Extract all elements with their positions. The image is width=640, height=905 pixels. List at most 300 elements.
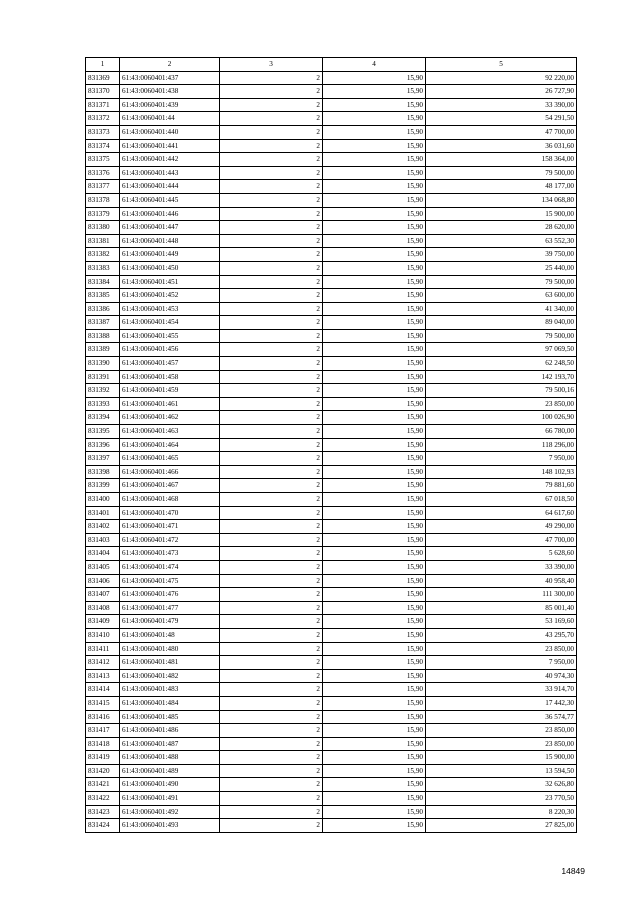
- cell-amount: 36 574,77: [426, 710, 577, 724]
- cell-cadastral-number: 61:43:0060401:437: [120, 71, 220, 85]
- cell-category: 2: [220, 819, 323, 833]
- cell-rate: 15,90: [323, 343, 426, 357]
- cell-category: 2: [220, 574, 323, 588]
- cell-amount: 48 177,00: [426, 180, 577, 194]
- cell-rate: 15,90: [323, 683, 426, 697]
- cell-record-number: 831404: [86, 547, 120, 561]
- cell-category: 2: [220, 207, 323, 221]
- table-row: [86, 302, 577, 316]
- table-row: [86, 425, 577, 439]
- cell-category: 2: [220, 316, 323, 330]
- cell-rate: 15,90: [323, 71, 426, 85]
- cell-rate: 15,90: [323, 180, 426, 194]
- cell-category: 2: [220, 329, 323, 343]
- cell-record-number: 831369: [86, 71, 120, 85]
- cell-category: 2: [220, 615, 323, 629]
- cell-amount: 33 914,70: [426, 683, 577, 697]
- cell-rate: 15,90: [323, 85, 426, 99]
- cell-cadastral-number: 61:43:0060401:447: [120, 221, 220, 235]
- cell-cadastral-number: 61:43:0060401:463: [120, 425, 220, 439]
- cell-cadastral-number: 61:43:0060401:440: [120, 125, 220, 139]
- cell-cadastral-number: 61:43:0060401:486: [120, 724, 220, 738]
- cell-record-number: 831371: [86, 98, 120, 112]
- cell-amount: 15 900,00: [426, 207, 577, 221]
- cell-category: 2: [220, 588, 323, 602]
- cell-cadastral-number: 61:43:0060401:471: [120, 520, 220, 534]
- table-row: [86, 601, 577, 615]
- cell-category: 2: [220, 370, 323, 384]
- cell-amount: 85 001,40: [426, 601, 577, 615]
- cell-category: 2: [220, 493, 323, 507]
- cell-amount: 63 600,00: [426, 289, 577, 303]
- cell-cadastral-number: 61:43:0060401:456: [120, 343, 220, 357]
- cell-record-number: 831392: [86, 384, 120, 398]
- table-row: [86, 411, 577, 425]
- cell-amount: 43 295,70: [426, 628, 577, 642]
- table-row: [86, 180, 577, 194]
- cell-category: 2: [220, 547, 323, 561]
- cell-category: 2: [220, 683, 323, 697]
- cell-amount: 79 881,60: [426, 479, 577, 493]
- cell-cadastral-number: 61:43:0060401:445: [120, 193, 220, 207]
- cell-cadastral-number: 61:43:0060401:474: [120, 560, 220, 574]
- cell-amount: 23 850,00: [426, 724, 577, 738]
- cell-cadastral-number: 61:43:0060401:457: [120, 357, 220, 371]
- cell-amount: 17 442,30: [426, 696, 577, 710]
- cell-category: 2: [220, 506, 323, 520]
- cell-category: 2: [220, 520, 323, 534]
- cell-record-number: 831418: [86, 737, 120, 751]
- cell-rate: 15,90: [323, 724, 426, 738]
- cell-cadastral-number: 61:43:0060401:482: [120, 669, 220, 683]
- cell-rate: 15,90: [323, 357, 426, 371]
- cell-category: 2: [220, 438, 323, 452]
- cell-rate: 15,90: [323, 316, 426, 330]
- cell-record-number: 831421: [86, 778, 120, 792]
- cell-rate: 15,90: [323, 764, 426, 778]
- cell-record-number: 831420: [86, 764, 120, 778]
- table-row: [86, 615, 577, 629]
- cell-record-number: 831382: [86, 248, 120, 262]
- cell-record-number: 831399: [86, 479, 120, 493]
- table-row: [86, 656, 577, 670]
- cell-cadastral-number: 61:43:0060401:465: [120, 452, 220, 466]
- table-row: [86, 560, 577, 574]
- cell-cadastral-number: 61:43:0060401:488: [120, 751, 220, 765]
- cell-cadastral-number: 61:43:0060401:448: [120, 234, 220, 248]
- cell-cadastral-number: 61:43:0060401:48: [120, 628, 220, 642]
- cell-amount: 23 850,00: [426, 737, 577, 751]
- cell-category: 2: [220, 778, 323, 792]
- table-row: [86, 520, 577, 534]
- cell-category: 2: [220, 656, 323, 670]
- cell-amount: 32 626,80: [426, 778, 577, 792]
- cell-amount: 36 031,60: [426, 139, 577, 153]
- cell-cadastral-number: 61:43:0060401:438: [120, 85, 220, 99]
- cell-rate: 15,90: [323, 751, 426, 765]
- cell-record-number: 831398: [86, 465, 120, 479]
- cell-category: 2: [220, 193, 323, 207]
- cell-cadastral-number: 61:43:0060401:485: [120, 710, 220, 724]
- cell-category: 2: [220, 221, 323, 235]
- cell-amount: 158 364,00: [426, 153, 577, 167]
- cell-cadastral-number: 61:43:0060401:490: [120, 778, 220, 792]
- cell-record-number: 831396: [86, 438, 120, 452]
- cell-record-number: 831411: [86, 642, 120, 656]
- table-row: [86, 479, 577, 493]
- cell-amount: 47 700,00: [426, 125, 577, 139]
- cell-category: 2: [220, 465, 323, 479]
- cell-rate: 15,90: [323, 221, 426, 235]
- cell-category: 2: [220, 411, 323, 425]
- cell-record-number: 831389: [86, 343, 120, 357]
- cell-record-number: 831422: [86, 792, 120, 806]
- cell-rate: 15,90: [323, 193, 426, 207]
- cell-amount: 134 068,80: [426, 193, 577, 207]
- table-row: [86, 343, 577, 357]
- cell-category: 2: [220, 533, 323, 547]
- cell-amount: 13 594,50: [426, 764, 577, 778]
- cell-record-number: 831407: [86, 588, 120, 602]
- cell-cadastral-number: 61:43:0060401:458: [120, 370, 220, 384]
- cell-rate: 15,90: [323, 479, 426, 493]
- table-row: [86, 764, 577, 778]
- cell-amount: 7 950,00: [426, 452, 577, 466]
- table-row: [86, 384, 577, 398]
- cell-amount: 79 500,00: [426, 275, 577, 289]
- cell-category: 2: [220, 724, 323, 738]
- column-header-2: 2: [120, 58, 220, 72]
- cell-category: 2: [220, 601, 323, 615]
- cell-rate: 15,90: [323, 493, 426, 507]
- cell-rate: 15,90: [323, 425, 426, 439]
- cell-amount: 26 727,90: [426, 85, 577, 99]
- cell-record-number: 831413: [86, 669, 120, 683]
- cell-rate: 15,90: [323, 533, 426, 547]
- cell-record-number: 831390: [86, 357, 120, 371]
- cell-rate: 15,90: [323, 411, 426, 425]
- cell-cadastral-number: 61:43:0060401:467: [120, 479, 220, 493]
- cell-amount: 54 291,50: [426, 112, 577, 126]
- cell-amount: 47 700,00: [426, 533, 577, 547]
- column-header-4: 4: [323, 58, 426, 72]
- table-header-row: [86, 58, 577, 72]
- cell-cadastral-number: 61:43:0060401:453: [120, 302, 220, 316]
- cell-record-number: 831387: [86, 316, 120, 330]
- cell-amount: 33 390,00: [426, 560, 577, 574]
- table-row: [86, 724, 577, 738]
- cell-rate: 15,90: [323, 261, 426, 275]
- cell-cadastral-number: 61:43:0060401:442: [120, 153, 220, 167]
- cell-category: 2: [220, 397, 323, 411]
- cell-rate: 15,90: [323, 166, 426, 180]
- cell-rate: 15,90: [323, 560, 426, 574]
- table-row: [86, 533, 577, 547]
- cell-rate: 15,90: [323, 547, 426, 561]
- cell-category: 2: [220, 764, 323, 778]
- cell-amount: 5 628,60: [426, 547, 577, 561]
- cell-amount: 28 620,00: [426, 221, 577, 235]
- table-row: [86, 628, 577, 642]
- cell-record-number: 831403: [86, 533, 120, 547]
- cell-category: 2: [220, 85, 323, 99]
- cell-rate: 15,90: [323, 248, 426, 262]
- cell-rate: 15,90: [323, 207, 426, 221]
- table-row: [86, 71, 577, 85]
- column-header-1: 1: [86, 58, 120, 72]
- cell-amount: 40 958,40: [426, 574, 577, 588]
- cell-rate: 15,90: [323, 452, 426, 466]
- table-row: [86, 397, 577, 411]
- cell-amount: 23 850,00: [426, 642, 577, 656]
- cell-record-number: 831374: [86, 139, 120, 153]
- cell-category: 2: [220, 180, 323, 194]
- cell-record-number: 831385: [86, 289, 120, 303]
- cell-rate: 15,90: [323, 656, 426, 670]
- cell-amount: 118 296,00: [426, 438, 577, 452]
- cell-record-number: 831393: [86, 397, 120, 411]
- cell-category: 2: [220, 751, 323, 765]
- cell-category: 2: [220, 792, 323, 806]
- cell-record-number: 831377: [86, 180, 120, 194]
- cell-category: 2: [220, 125, 323, 139]
- cell-cadastral-number: 61:43:0060401:451: [120, 275, 220, 289]
- table-row: [86, 465, 577, 479]
- cell-category: 2: [220, 384, 323, 398]
- column-header-3: 3: [220, 58, 323, 72]
- cell-record-number: 831417: [86, 724, 120, 738]
- table-row: [86, 139, 577, 153]
- cell-cadastral-number: 61:43:0060401:446: [120, 207, 220, 221]
- column-header-5: 5: [426, 58, 577, 72]
- cell-rate: 15,90: [323, 153, 426, 167]
- cell-amount: 63 552,30: [426, 234, 577, 248]
- table-row: [86, 493, 577, 507]
- cell-cadastral-number: 61:43:0060401:464: [120, 438, 220, 452]
- cell-record-number: 831408: [86, 601, 120, 615]
- cell-rate: 15,90: [323, 234, 426, 248]
- cell-cadastral-number: 61:43:0060401:461: [120, 397, 220, 411]
- cell-record-number: 831370: [86, 85, 120, 99]
- cell-record-number: 831424: [86, 819, 120, 833]
- cell-category: 2: [220, 234, 323, 248]
- cell-rate: 15,90: [323, 397, 426, 411]
- cell-record-number: 831410: [86, 628, 120, 642]
- cell-category: 2: [220, 560, 323, 574]
- cell-cadastral-number: 61:43:0060401:493: [120, 819, 220, 833]
- cell-category: 2: [220, 139, 323, 153]
- cell-rate: 15,90: [323, 329, 426, 343]
- cell-record-number: 831405: [86, 560, 120, 574]
- cell-rate: 15,90: [323, 98, 426, 112]
- cell-cadastral-number: 61:43:0060401:468: [120, 493, 220, 507]
- cell-record-number: 831402: [86, 520, 120, 534]
- cell-rate: 15,90: [323, 384, 426, 398]
- cell-rate: 15,90: [323, 669, 426, 683]
- cell-cadastral-number: 61:43:0060401:476: [120, 588, 220, 602]
- cell-record-number: 831384: [86, 275, 120, 289]
- table-row: [86, 438, 577, 452]
- table-row: [86, 819, 577, 833]
- table-row: [86, 452, 577, 466]
- table-row: [86, 792, 577, 806]
- cell-amount: 79 500,00: [426, 166, 577, 180]
- cell-cadastral-number: 61:43:0060401:489: [120, 764, 220, 778]
- table-row: [86, 574, 577, 588]
- table-row: [86, 751, 577, 765]
- cell-record-number: 831394: [86, 411, 120, 425]
- table-row: [86, 248, 577, 262]
- cell-cadastral-number: 61:43:0060401:477: [120, 601, 220, 615]
- cell-category: 2: [220, 628, 323, 642]
- cell-amount: 89 040,00: [426, 316, 577, 330]
- cell-amount: 33 390,00: [426, 98, 577, 112]
- cell-record-number: 831381: [86, 234, 120, 248]
- cell-rate: 15,90: [323, 819, 426, 833]
- cell-category: 2: [220, 71, 323, 85]
- cell-amount: 15 900,00: [426, 751, 577, 765]
- table-row: [86, 588, 577, 602]
- table-row: [86, 683, 577, 697]
- cell-amount: 41 340,00: [426, 302, 577, 316]
- cell-record-number: 831380: [86, 221, 120, 235]
- cell-record-number: 831416: [86, 710, 120, 724]
- cell-cadastral-number: 61:43:0060401:491: [120, 792, 220, 806]
- cell-cadastral-number: 61:43:0060401:487: [120, 737, 220, 751]
- cell-category: 2: [220, 737, 323, 751]
- cell-cadastral-number: 61:43:0060401:466: [120, 465, 220, 479]
- cell-rate: 15,90: [323, 792, 426, 806]
- cell-cadastral-number: 61:43:0060401:472: [120, 533, 220, 547]
- cell-amount: 111 300,00: [426, 588, 577, 602]
- cell-rate: 15,90: [323, 506, 426, 520]
- cell-rate: 15,90: [323, 438, 426, 452]
- cell-category: 2: [220, 289, 323, 303]
- cell-amount: 64 617,60: [426, 506, 577, 520]
- cell-rate: 15,90: [323, 125, 426, 139]
- cell-amount: 8 220,30: [426, 805, 577, 819]
- cell-amount: 66 780,00: [426, 425, 577, 439]
- cell-category: 2: [220, 112, 323, 126]
- cell-category: 2: [220, 98, 323, 112]
- cell-category: 2: [220, 805, 323, 819]
- cell-category: 2: [220, 302, 323, 316]
- cell-record-number: 831419: [86, 751, 120, 765]
- cell-amount: 67 018,50: [426, 493, 577, 507]
- cell-cadastral-number: 61:43:0060401:480: [120, 642, 220, 656]
- cell-rate: 15,90: [323, 574, 426, 588]
- cell-record-number: 831378: [86, 193, 120, 207]
- cell-category: 2: [220, 166, 323, 180]
- cell-record-number: 831376: [86, 166, 120, 180]
- table-row: [86, 737, 577, 751]
- cell-record-number: 831401: [86, 506, 120, 520]
- cell-cadastral-number: 61:43:0060401:483: [120, 683, 220, 697]
- cell-amount: 27 825,00: [426, 819, 577, 833]
- cell-cadastral-number: 61:43:0060401:444: [120, 180, 220, 194]
- cell-record-number: 831391: [86, 370, 120, 384]
- cell-category: 2: [220, 261, 323, 275]
- cell-rate: 15,90: [323, 696, 426, 710]
- cell-category: 2: [220, 710, 323, 724]
- table-row: [86, 221, 577, 235]
- cell-cadastral-number: 61:43:0060401:449: [120, 248, 220, 262]
- cell-rate: 15,90: [323, 520, 426, 534]
- cell-record-number: 831375: [86, 153, 120, 167]
- cell-record-number: 831383: [86, 261, 120, 275]
- cell-category: 2: [220, 248, 323, 262]
- cell-rate: 15,90: [323, 628, 426, 642]
- cell-category: 2: [220, 275, 323, 289]
- cell-record-number: 831372: [86, 112, 120, 126]
- cell-cadastral-number: 61:43:0060401:443: [120, 166, 220, 180]
- table-row: [86, 506, 577, 520]
- cell-category: 2: [220, 425, 323, 439]
- cell-cadastral-number: 61:43:0060401:484: [120, 696, 220, 710]
- cell-rate: 15,90: [323, 588, 426, 602]
- cell-rate: 15,90: [323, 805, 426, 819]
- cell-cadastral-number: 61:43:0060401:439: [120, 98, 220, 112]
- table-row: [86, 207, 577, 221]
- cell-amount: 40 974,30: [426, 669, 577, 683]
- table-row: [86, 166, 577, 180]
- cell-record-number: 831386: [86, 302, 120, 316]
- cell-category: 2: [220, 452, 323, 466]
- cell-record-number: 831406: [86, 574, 120, 588]
- cell-record-number: 831373: [86, 125, 120, 139]
- cell-category: 2: [220, 479, 323, 493]
- cell-amount: 148 102,93: [426, 465, 577, 479]
- table-row: [86, 805, 577, 819]
- cell-cadastral-number: 61:43:0060401:454: [120, 316, 220, 330]
- cell-record-number: 831415: [86, 696, 120, 710]
- cell-amount: 92 220,00: [426, 71, 577, 85]
- cell-record-number: 831423: [86, 805, 120, 819]
- table-row: [86, 234, 577, 248]
- cell-cadastral-number: 61:43:0060401:452: [120, 289, 220, 303]
- table-row: [86, 85, 577, 99]
- cell-amount: 79 500,00: [426, 329, 577, 343]
- table-row: [86, 125, 577, 139]
- table-row: [86, 547, 577, 561]
- cell-amount: 25 440,00: [426, 261, 577, 275]
- cell-cadastral-number: 61:43:0060401:492: [120, 805, 220, 819]
- cell-record-number: 831400: [86, 493, 120, 507]
- table-row: [86, 357, 577, 371]
- cell-amount: 23 850,00: [426, 397, 577, 411]
- cell-rate: 15,90: [323, 139, 426, 153]
- cell-rate: 15,90: [323, 289, 426, 303]
- cell-cadastral-number: 61:43:0060401:481: [120, 656, 220, 670]
- table-row: [86, 316, 577, 330]
- cell-rate: 15,90: [323, 275, 426, 289]
- cell-cadastral-number: 61:43:0060401:479: [120, 615, 220, 629]
- table-row: [86, 669, 577, 683]
- table-row: [86, 696, 577, 710]
- cell-record-number: 831412: [86, 656, 120, 670]
- cell-category: 2: [220, 669, 323, 683]
- cell-record-number: 831388: [86, 329, 120, 343]
- cell-cadastral-number: 61:43:0060401:475: [120, 574, 220, 588]
- table-row: [86, 642, 577, 656]
- cell-category: 2: [220, 642, 323, 656]
- cell-amount: 53 169,60: [426, 615, 577, 629]
- cell-record-number: 831379: [86, 207, 120, 221]
- data-table-container: [85, 57, 576, 833]
- cell-amount: 100 026,90: [426, 411, 577, 425]
- cell-category: 2: [220, 696, 323, 710]
- cell-rate: 15,90: [323, 642, 426, 656]
